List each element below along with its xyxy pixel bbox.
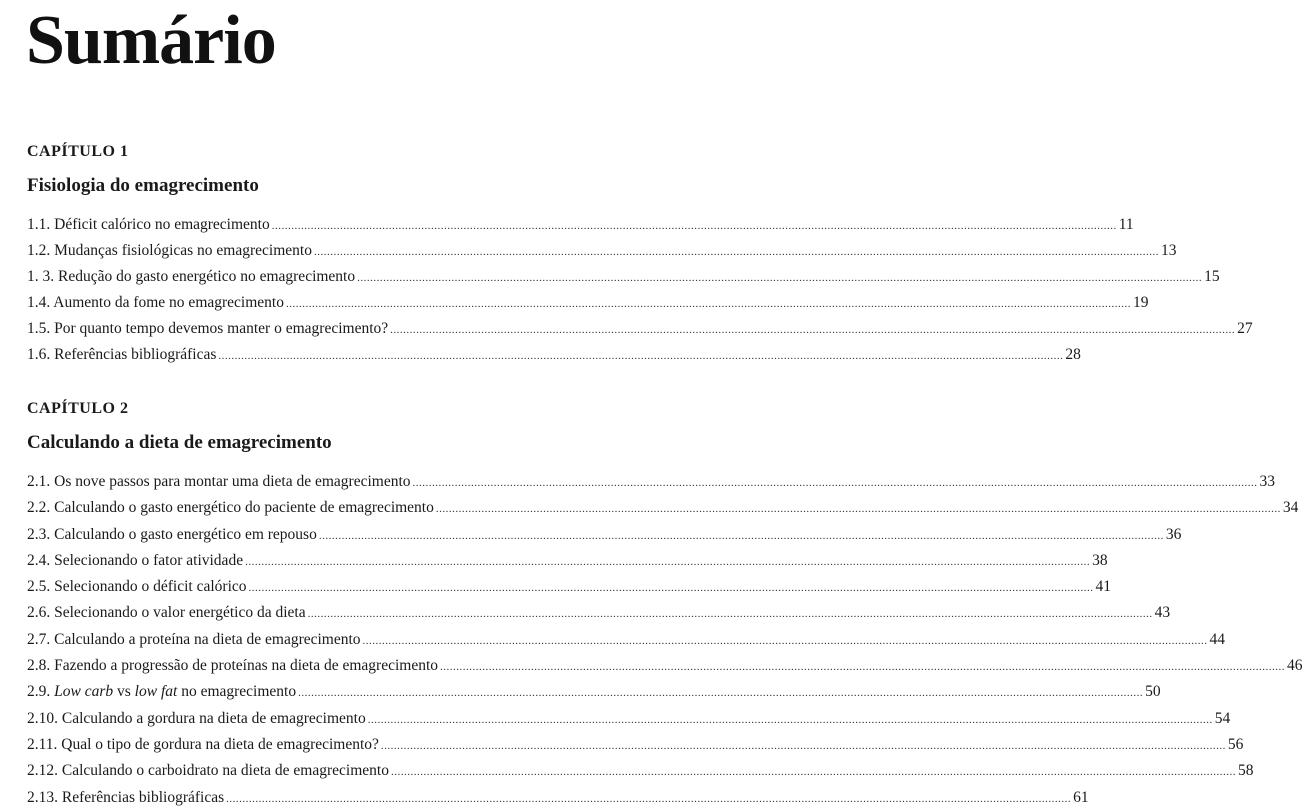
- toc-entry-title: 2.8. Fazendo a progressão de proteínas na dieta de emagrecimento: [27, 657, 439, 675]
- dot-leader: [226, 785, 1071, 812]
- toc-list: [27, 469, 1303, 811]
- toc-entry-title: [27, 679, 296, 705]
- dot-leader: [436, 495, 1281, 522]
- toc-entry-title: 1.5. Por quanto tempo devemos manter o emagrecimento?: [27, 320, 389, 337]
- toc-entry[interactable]: [27, 600, 1171, 626]
- toc-entry[interactable]: [27, 758, 1254, 784]
- toc-entry[interactable]: [27, 627, 1226, 653]
- toc-entry-title: 2.6. Selecionando o valor energético da dieta: [27, 604, 306, 622]
- toc-entry[interactable]: [27, 785, 1089, 811]
- toc-entry[interactable]: [27, 290, 1149, 316]
- dot-leader: [390, 316, 1235, 343]
- dot-leader: [314, 238, 1159, 265]
- toc-entry-page: 46: [1287, 657, 1303, 675]
- toc-entry-title: 1.6. Referências bibliográficas: [27, 346, 217, 363]
- toc-entry-title: 2.4. Selecionando o fator atividade: [27, 551, 244, 569]
- toc-entry-page: 27: [1237, 320, 1253, 337]
- toc-entry[interactable]: [27, 316, 1253, 342]
- chapter-label: CAPÍTULO 2: [27, 400, 129, 417]
- toc-entry-title: 2.13. Referências bibliográficas: [27, 788, 225, 806]
- toc-entry[interactable]: [27, 469, 1276, 495]
- toc-entry[interactable]: [27, 653, 1303, 679]
- dot-leader: [391, 758, 1236, 785]
- dot-leader: [245, 548, 1090, 575]
- dot-leader: [249, 574, 1094, 601]
- toc-entry-page: 15: [1204, 268, 1220, 285]
- toc-entry-page: 38: [1092, 551, 1108, 569]
- toc-entry[interactable]: [27, 212, 1134, 238]
- toc-entry-page: 58: [1237, 762, 1254, 780]
- toc-entry-italic-term: low fat: [134, 683, 178, 701]
- dot-leader: [272, 212, 1117, 239]
- chapter-label: CAPÍTULO 1: [27, 143, 129, 160]
- toc-entry-page: 54: [1214, 709, 1231, 727]
- toc-entry-title: 2.2. Calculando o gasto energético do paciente de emagrecimento: [27, 499, 434, 517]
- dot-leader: [286, 290, 1131, 317]
- dot-leader: [440, 653, 1285, 680]
- toc-entry-page: 56: [1227, 735, 1244, 753]
- toc-entry-title: 2.11. Qual o tipo de gordura na dieta de emagrecimento?: [27, 735, 379, 753]
- toc-entry-title: 2.10. Calculando a gordura na dieta de emagrecimento: [27, 709, 366, 727]
- toc-entry[interactable]: [27, 264, 1220, 290]
- toc-entry-title: 1.1. Déficit calórico no emagrecimento: [27, 216, 270, 233]
- dot-leader: [357, 264, 1202, 291]
- dot-leader: [413, 469, 1258, 496]
- toc-entry-title: 2.3. Calculando o gasto energético em repouso: [27, 525, 317, 543]
- toc-entry-page: 11: [1118, 216, 1134, 233]
- toc-entry-title: 2.12. Calculando o carboidrato na dieta de emagrecimento: [27, 762, 389, 780]
- toc-entry[interactable]: [27, 679, 1161, 705]
- toc-entry-page: 33: [1259, 473, 1276, 490]
- toc-entry-page: 13: [1160, 242, 1177, 259]
- page-title: Sumário: [26, 2, 276, 79]
- toc-entry-page: 34: [1282, 499, 1299, 517]
- toc-entry-title: 1.4. Aumento da fome no emagrecimento: [27, 294, 284, 311]
- toc-entry-text: vs: [113, 683, 135, 701]
- toc-entry[interactable]: [27, 522, 1182, 548]
- dot-leader: [381, 732, 1226, 759]
- chapter-title: Fisiologia do emagrecimento: [27, 175, 259, 196]
- chapter-title: Calculando a dieta de emagrecimento: [27, 432, 332, 453]
- toc-entry[interactable]: [27, 732, 1244, 758]
- toc-entry-italic-term: Low carb: [54, 683, 114, 701]
- toc-entry[interactable]: [27, 548, 1108, 574]
- toc-entry[interactable]: [27, 706, 1231, 732]
- dot-leader: [319, 522, 1164, 549]
- dot-leader: [308, 600, 1153, 627]
- toc-entry-title: 1. 3. Redução do gasto energético no emagrecimento: [27, 268, 356, 285]
- toc-entry-number: 2.9.: [27, 683, 55, 701]
- toc-entry-title: 2.5. Selecionando o déficit calórico: [27, 578, 247, 596]
- toc-entry[interactable]: [27, 238, 1177, 264]
- chapter-2-section: [27, 399, 1303, 811]
- dot-leader: [368, 706, 1213, 733]
- dot-leader: [363, 627, 1208, 654]
- toc-entry[interactable]: [27, 574, 1112, 600]
- toc-entry-page: 36: [1165, 525, 1182, 543]
- toc-entry[interactable]: [27, 495, 1299, 521]
- toc-entry-title: 1.2. Mudanças fisiológicas no emagrecimento: [27, 242, 312, 259]
- dot-leader: [218, 342, 1063, 369]
- toc-entry-page: 41: [1095, 578, 1112, 596]
- toc-entry-page: 28: [1065, 346, 1081, 363]
- toc-entry[interactable]: [27, 342, 1081, 368]
- toc-entry-page: 19: [1132, 294, 1149, 311]
- toc-entry-page: 43: [1154, 604, 1171, 622]
- toc-entry-title: 2.7. Calculando a proteína na dieta de emagrecimento: [27, 630, 361, 648]
- toc-entry-page: 44: [1209, 630, 1226, 648]
- toc-entry-title: 2.1. Os nove passos para montar uma dieta de emagrecimento: [27, 473, 411, 490]
- toc-entry-text: no emagrecimento: [177, 683, 297, 701]
- dot-leader: [298, 679, 1143, 706]
- chapter-1-section: [27, 142, 1253, 368]
- toc-list: [27, 212, 1253, 368]
- toc-entry-page: 50: [1145, 683, 1161, 701]
- toc-entry-page: 61: [1073, 788, 1089, 806]
